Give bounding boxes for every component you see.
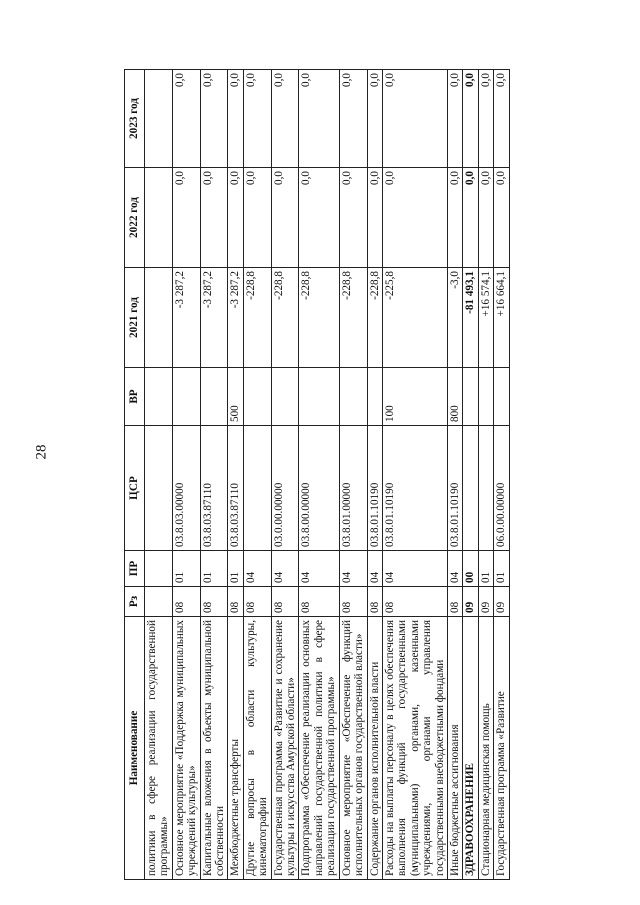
cell-2023: 0,0 (339, 70, 367, 168)
cell-2023: 0,0 (447, 70, 462, 168)
cell-pr: 04 (299, 551, 339, 587)
cell-vr (243, 368, 271, 426)
cell-2022: 0,0 (243, 168, 271, 268)
cell-pr: 01 (200, 551, 228, 587)
cell-rz: 09 (494, 587, 509, 617)
cell-2023: 0,0 (299, 70, 339, 168)
cell-2022: 0,0 (339, 168, 367, 268)
header-2023: 2023 год (125, 70, 145, 168)
cell-name: Иные бюджетные ассигнования (447, 617, 462, 880)
cell-2023 (145, 70, 173, 168)
cell-name: Подпрограмма «Обеспечение реализации основных направлений государственной политики в сфере реализации государственной программы» (299, 617, 339, 880)
cell-2023: 0,0 (478, 70, 493, 168)
table-row (200, 70, 228, 880)
cell-csr: 03.8.03.87110 (228, 426, 243, 551)
cell-csr (243, 426, 271, 551)
cell-name: Государственная программа «Развитие и сохранение культуры и искусства Амурской области» (271, 617, 299, 880)
cell-2021: -81 493,1 (463, 268, 478, 368)
cell-vr (339, 368, 367, 426)
header-row (125, 70, 145, 880)
cell-vr (200, 368, 228, 426)
cell-name: Основное мероприятие «Обеспечение функций исполнительных органов государственной власти» (339, 617, 367, 880)
cell-2022: 0,0 (494, 168, 509, 268)
cell-2023: 0,0 (200, 70, 228, 168)
cell-2023: 0,0 (463, 70, 478, 168)
cell-2023: 0,0 (494, 70, 509, 168)
cell-2021: -225,8 (382, 268, 447, 368)
cell-rz (145, 587, 173, 617)
cell-csr: 03.8.01.10190 (382, 426, 447, 551)
table-row (382, 70, 447, 880)
cell-pr (145, 551, 173, 587)
cell-2022 (145, 168, 173, 268)
cell-name: политики в сфере реализации государственной программы» (145, 617, 173, 880)
cell-pr: 01 (228, 551, 243, 587)
cell-2022: 0,0 (299, 168, 339, 268)
cell-rz: 08 (271, 587, 299, 617)
rotated-table-container (124, 70, 598, 880)
cell-2021: -3,0 (447, 268, 462, 368)
cell-2023: 0,0 (243, 70, 271, 168)
cell-2022: 0,0 (382, 168, 447, 268)
table-row (367, 70, 382, 880)
cell-2022: 0,0 (447, 168, 462, 268)
table-row (494, 70, 509, 880)
cell-rz: 08 (367, 587, 382, 617)
cell-2023: 0,0 (367, 70, 382, 168)
cell-csr: 03.8.03.00000 (172, 426, 200, 551)
cell-name: Содержание органов исполнительной власти (367, 617, 382, 880)
cell-csr: 03.8.01.10190 (447, 426, 462, 551)
cell-csr (145, 426, 173, 551)
cell-2021: -228,8 (243, 268, 271, 368)
cell-2022: 0,0 (228, 168, 243, 268)
cell-vr: 100 (382, 368, 447, 426)
table-row (243, 70, 271, 880)
table-row (463, 70, 478, 880)
cell-name: Межбюджетные трансферты (228, 617, 243, 880)
cell-2021: -3 287,2 (228, 268, 243, 368)
cell-csr: 03.8.03.87110 (200, 426, 228, 551)
budget-table (124, 69, 510, 880)
cell-2021: -228,8 (367, 268, 382, 368)
cell-pr: 01 (478, 551, 493, 587)
cell-vr (271, 368, 299, 426)
cell-2022: 0,0 (367, 168, 382, 268)
cell-2021: -3 287,2 (200, 268, 228, 368)
cell-csr: 03.8.01.00000 (339, 426, 367, 551)
cell-2023: 0,0 (228, 70, 243, 168)
cell-pr: 01 (494, 551, 509, 587)
cell-name: Государственная программа «Развитие (494, 617, 509, 880)
cell-rz: 09 (463, 587, 478, 617)
cell-pr: 04 (243, 551, 271, 587)
cell-rz: 09 (478, 587, 493, 617)
cell-csr: 03.8.01.10190 (367, 426, 382, 551)
cell-pr: 01 (172, 551, 200, 587)
cell-pr: 04 (339, 551, 367, 587)
cell-2021: -228,8 (299, 268, 339, 368)
cell-name: Основное мероприятие «Поддержка муниципальных учреждений культуры» (172, 617, 200, 880)
cell-2021: +16 664,1 (494, 268, 509, 368)
header-rz: Рз (125, 587, 145, 617)
table-row (478, 70, 493, 880)
cell-name: Расходы на выплаты персоналу в целях обеспечения выполнения функций государственными (муниципальными) органами, казенными учреждениями, органами управления государственными внебюджетными фондами (382, 617, 447, 880)
cell-2022: 0,0 (271, 168, 299, 268)
cell-pr: 00 (463, 551, 478, 587)
cell-2023: 0,0 (172, 70, 200, 168)
cell-vr: 800 (447, 368, 462, 426)
cell-rz: 08 (299, 587, 339, 617)
cell-pr: 04 (271, 551, 299, 587)
cell-csr: 03.0.00.00000 (271, 426, 299, 551)
cell-csr: 06.0.00.00000 (494, 426, 509, 551)
header-csr: ЦСР (125, 426, 145, 551)
cell-vr: 500 (228, 368, 243, 426)
cell-2021: -228,8 (339, 268, 367, 368)
cell-2023: 0,0 (271, 70, 299, 168)
cell-2022: 0,0 (172, 168, 200, 268)
cell-2022: 0,0 (478, 168, 493, 268)
table-body (145, 70, 510, 880)
cell-vr (463, 368, 478, 426)
cell-csr (463, 426, 478, 551)
cell-pr: 04 (367, 551, 382, 587)
cell-name: Стационарная медицинская помощь (478, 617, 493, 880)
cell-2021: -228,8 (271, 268, 299, 368)
header-vr: ВР (125, 368, 145, 426)
header-2021: 2021 год (125, 268, 145, 368)
cell-vr (494, 368, 509, 426)
table-row (172, 70, 200, 880)
table-row (339, 70, 367, 880)
table-row (299, 70, 339, 880)
cell-pr: 04 (447, 551, 462, 587)
cell-csr: 03.8.00.00000 (299, 426, 339, 551)
header-name: Наименование (125, 617, 145, 880)
cell-name: Другие вопросы в области культуры, кинематографии (243, 617, 271, 880)
header-2022: 2022 год (125, 168, 145, 268)
page-number: 28 (33, 444, 50, 460)
cell-rz: 08 (447, 587, 462, 617)
cell-2021: -3 287,2 (172, 268, 200, 368)
cell-2021 (145, 268, 173, 368)
cell-vr (367, 368, 382, 426)
cell-rz: 08 (228, 587, 243, 617)
table-row (145, 70, 173, 880)
table-row (447, 70, 462, 880)
cell-2021: +16 574,1 (478, 268, 493, 368)
cell-csr (478, 426, 493, 551)
cell-vr (478, 368, 493, 426)
cell-pr: 04 (382, 551, 447, 587)
cell-2023: 0,0 (382, 70, 447, 168)
cell-vr (145, 368, 173, 426)
cell-2022: 0,0 (200, 168, 228, 268)
cell-rz: 08 (200, 587, 228, 617)
cell-name: ЗДРАВООХРАНЕНИЕ (463, 617, 478, 880)
cell-2022: 0,0 (463, 168, 478, 268)
cell-rz: 08 (243, 587, 271, 617)
table-row (228, 70, 243, 880)
cell-rz: 08 (382, 587, 447, 617)
cell-vr (299, 368, 339, 426)
cell-vr (172, 368, 200, 426)
header-pr: ПР (125, 551, 145, 587)
cell-name: Капитальные вложения в объекты муниципальной собственности (200, 617, 228, 880)
cell-rz: 08 (339, 587, 367, 617)
cell-rz: 08 (172, 587, 200, 617)
table-row (271, 70, 299, 880)
